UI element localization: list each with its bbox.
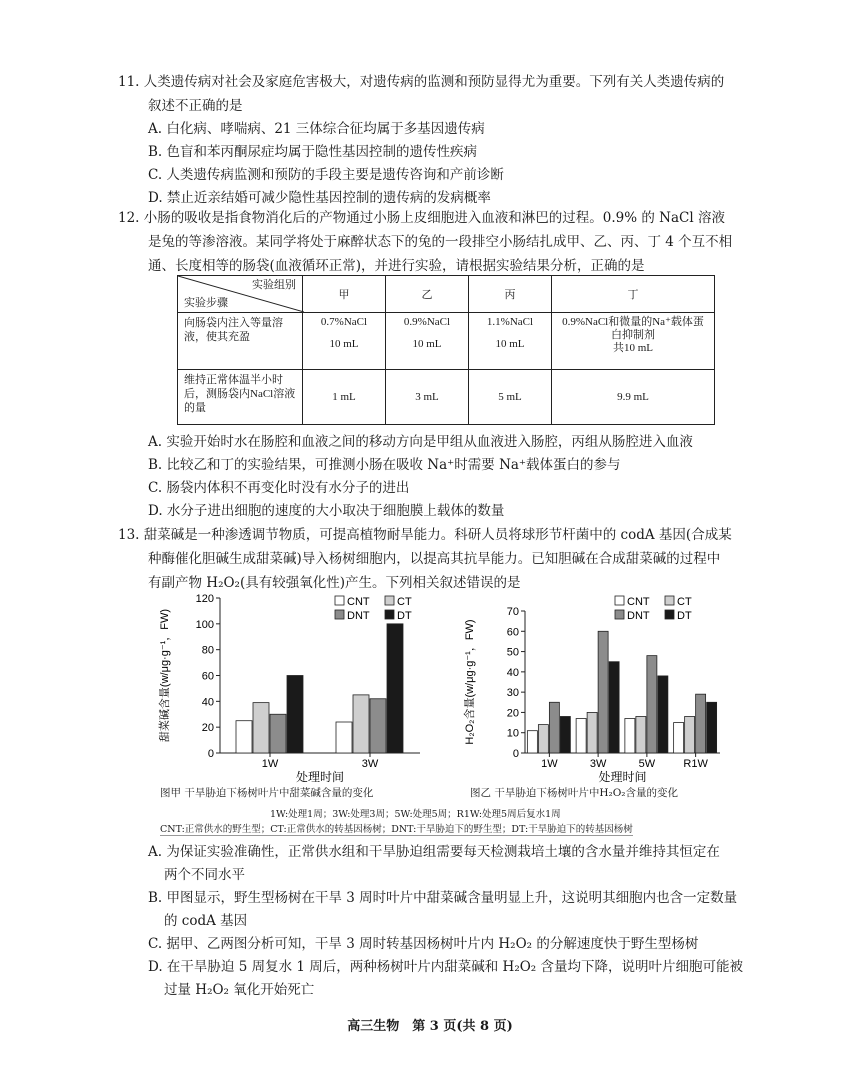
bar: [609, 662, 619, 753]
bar: [707, 702, 717, 753]
y-tick-label: 80: [201, 644, 214, 657]
legend-swatch: [665, 596, 674, 605]
experiment-table: [177, 275, 715, 425]
q12-stem: 12. 小肠的吸收是指食物消化后的产物通过小肠上皮细胞进入血液和淋巴的过程。0.9% 的 NaCl 溶液 是兔的等渗溶液。某同学将处于麻醉状态下的兔的一段排空小肠结扎成甲、乙、丙、丁 4 个互不相 通、长度相等的肠袋(血液循环正常)，并进行实验，请根据实验结果分析，正确的是: [118, 210, 733, 274]
bar: [560, 716, 570, 753]
legend-swatch: [665, 610, 674, 619]
bar: [527, 731, 537, 753]
note-1: 1W:处理1周；3W:处理3周；5W:处理5周；R1W:处理5周后复水1周: [270, 809, 561, 820]
y-tick-label: 60: [506, 626, 519, 639]
legend-swatch: [335, 596, 344, 605]
bar: [236, 721, 252, 753]
table-cell: 9.9 mL: [552, 370, 715, 425]
x-axis-label: 处理时间: [598, 770, 647, 784]
table-cell: 0.7%NaCl 10 mL: [303, 313, 386, 370]
q11-option-c: C. 人类遗传病监测和预防的手段主要是遗传咨询和产前诊断: [148, 167, 504, 183]
x-axis-label: 处理时间: [295, 770, 345, 784]
legend-label: DT: [397, 610, 412, 622]
bar: [576, 719, 586, 753]
y-tick-label: 20: [201, 722, 214, 735]
chart-h2o2: [455, 590, 730, 790]
bar: [674, 723, 684, 753]
y-tick-label: 40: [506, 666, 519, 679]
col-header-bing: 丙: [469, 276, 552, 313]
q11-stem: 11. 人类遗传病对社会及家庭危害极大，对遗传病的监测和预防显得尤为重要。下列有关人类遗传病的 叙述不正确的是: [118, 74, 725, 114]
y-tick-label: 30: [506, 687, 519, 700]
table-cell: 1 mL: [303, 370, 386, 425]
legend-swatch: [335, 610, 344, 619]
bar: [336, 722, 352, 753]
y-tick-label: 70: [506, 606, 519, 618]
table-cell: 0.9%NaCl 10 mL: [386, 313, 469, 370]
q12-option-a: A. 实验开始时水在肠腔和血液之间的移动方向是甲组从血液进入肠腔，丙组从肠腔进入血液: [148, 434, 693, 450]
note-2: CNT:正常供水的野生型；CT:正常供水的转基因杨树；DNT:干旱胁迫下的野生型；DT:干旱胁迫下的转基因杨树: [160, 821, 633, 836]
bar: [538, 725, 548, 753]
legend-swatch: [615, 596, 624, 605]
legend-label: CT: [397, 596, 412, 608]
legend-label: CNT: [627, 596, 650, 608]
legend-label: CT: [677, 596, 692, 608]
y-tick-label: 60: [201, 670, 214, 683]
bar: [587, 712, 597, 753]
bar: [685, 716, 695, 753]
q13-option-b: B. 甲图显示，野生型杨树在干旱 3 周时叶片中甜菜碱含量明显上升，这说明其细胞内也含一定数量: [148, 890, 738, 906]
row-label-measure: 维持正常体温半小时后，测肠袋内NaCl溶液的量: [178, 370, 303, 425]
bar: [625, 719, 635, 753]
col-header-yi: 乙: [386, 276, 469, 313]
x-tick-label: R1W: [683, 758, 708, 770]
bar: [370, 699, 386, 753]
x-tick-label: 3W: [589, 758, 607, 770]
chart-betaine: [150, 590, 440, 790]
bar: [270, 714, 286, 753]
x-tick-label: 5W: [638, 758, 656, 770]
x-tick-label: 1W: [541, 758, 558, 770]
bar: [253, 703, 269, 753]
q12-option-b: B. 比较乙和丁的实验结果，可推测小肠在吸收 Na⁺时需要 Na⁺载体蛋白的参与: [148, 457, 621, 473]
y-tick-label: 120: [195, 593, 214, 605]
col-header-ding: 丁: [552, 276, 715, 313]
y-tick-label: 100: [195, 618, 214, 631]
x-tick-label: 1W: [261, 758, 279, 770]
col-header-jia: 甲: [303, 276, 386, 313]
legend-swatch: [385, 610, 394, 619]
bar: [658, 676, 668, 753]
question-12: [118, 206, 778, 278]
q13-stem: 13. 甜菜碱是一种渗透调节物质，可提高植物耐旱能力。科研人员将球形节杆菌中的 codA 基因(合成某 种酶催化胆碱生成甜菜碱)导入杨树细胞内，以提高其抗旱能力。已知胆碱在合成甜菜碱的过程中 有副产物 H₂O₂(具有较强氧化性)产生。下列相关叙述错误的是: [118, 527, 732, 591]
q13-option-b-cont: 的 codA 基因: [164, 913, 248, 929]
table-cell: 3 mL: [386, 370, 469, 425]
legend-label: CNT: [347, 596, 370, 608]
bar: [353, 695, 369, 753]
x-tick-label: 3W: [361, 758, 379, 770]
bar: [696, 694, 706, 753]
table-cell: 1.1%NaCl 10 mL: [469, 313, 552, 370]
q11-option-a: A. 白化病、哮喘病、21 三体综合征均属于多基因遗传病: [148, 121, 485, 137]
q13-option-d-cont: 过量 H₂O₂ 氧化开始死亡: [164, 982, 315, 998]
legend-label: DNT: [347, 610, 370, 622]
y-tick-label: 50: [506, 646, 519, 659]
table-cell: 5 mL: [469, 370, 552, 425]
table-cell: 0.9%NaCl和微量的Na⁺载体蛋白抑制剂 共10 mL: [552, 313, 715, 370]
y-tick-label: 40: [201, 696, 214, 709]
q11-option-b: B. 色盲和苯丙酮尿症均属于隐性基因控制的遗传性疾病: [148, 144, 478, 160]
y-tick-label: 20: [506, 707, 519, 720]
q13-option-d: D. 在干旱胁迫 5 周复水 1 周后，两种杨树叶片内甜菜碱和 H₂O₂ 含量均下降，说明叶片细胞可能被: [148, 959, 744, 975]
y-tick-label: 10: [506, 727, 519, 740]
y-tick-label: 0: [512, 748, 519, 760]
question-11: [118, 70, 778, 210]
bar: [387, 624, 403, 753]
bar: [636, 716, 646, 753]
legend-label: DNT: [627, 610, 650, 622]
legend-swatch: [385, 596, 394, 605]
row-label-inject: 向肠袋内注入等量溶液，使其充盈: [178, 313, 303, 370]
page-footer: 高三生物 第 3 页(共 8 页): [347, 1019, 513, 1034]
q13-option-a-cont: 两个不同水平: [164, 867, 245, 883]
caption-a: 图甲 干旱胁迫下杨树叶片中甜菜碱含量的变化: [160, 787, 374, 799]
q13-options: [118, 841, 778, 1002]
y-tick-label: 0: [207, 748, 214, 760]
y-axis-label: 甜菜碱含量(w/μg·g⁻¹，FW): [159, 608, 171, 743]
q13-option-a: A. 为保证实验准确性，正常供水组和干旱胁迫组需要每天检测栽培土壤的含水量并维持其恒定在: [148, 844, 720, 860]
question-13: [118, 523, 778, 595]
bar: [598, 631, 608, 753]
q12-option-c: C. 肠袋内体积不再变化时没有水分子的进出: [148, 480, 410, 496]
q12-option-d: D. 水分子进出细胞的速度的大小取决于细胞膜上载体的数量: [148, 503, 505, 519]
bar: [647, 656, 657, 753]
q13-option-c: C. 据甲、乙两图分析可知，干旱 3 周时转基因杨树叶片内 H₂O₂ 的分解速度快于野生型杨树: [148, 936, 699, 952]
y-axis-label: H₂O₂含量(w/μg·g⁻¹，FW): [464, 619, 476, 745]
q12-options: [118, 431, 778, 523]
q11-option-d: D. 禁止近亲结婚可减少隐性基因控制的遗传病的发病概率: [148, 190, 491, 206]
bar: [287, 676, 303, 754]
bar: [549, 702, 559, 753]
table-corner: 实验组别 实验步骤: [178, 276, 303, 313]
legend-label: DT: [677, 610, 692, 622]
legend-swatch: [615, 610, 624, 619]
caption-b: 图乙 干旱胁迫下杨树叶片中H₂O₂含量的变化: [470, 787, 679, 799]
